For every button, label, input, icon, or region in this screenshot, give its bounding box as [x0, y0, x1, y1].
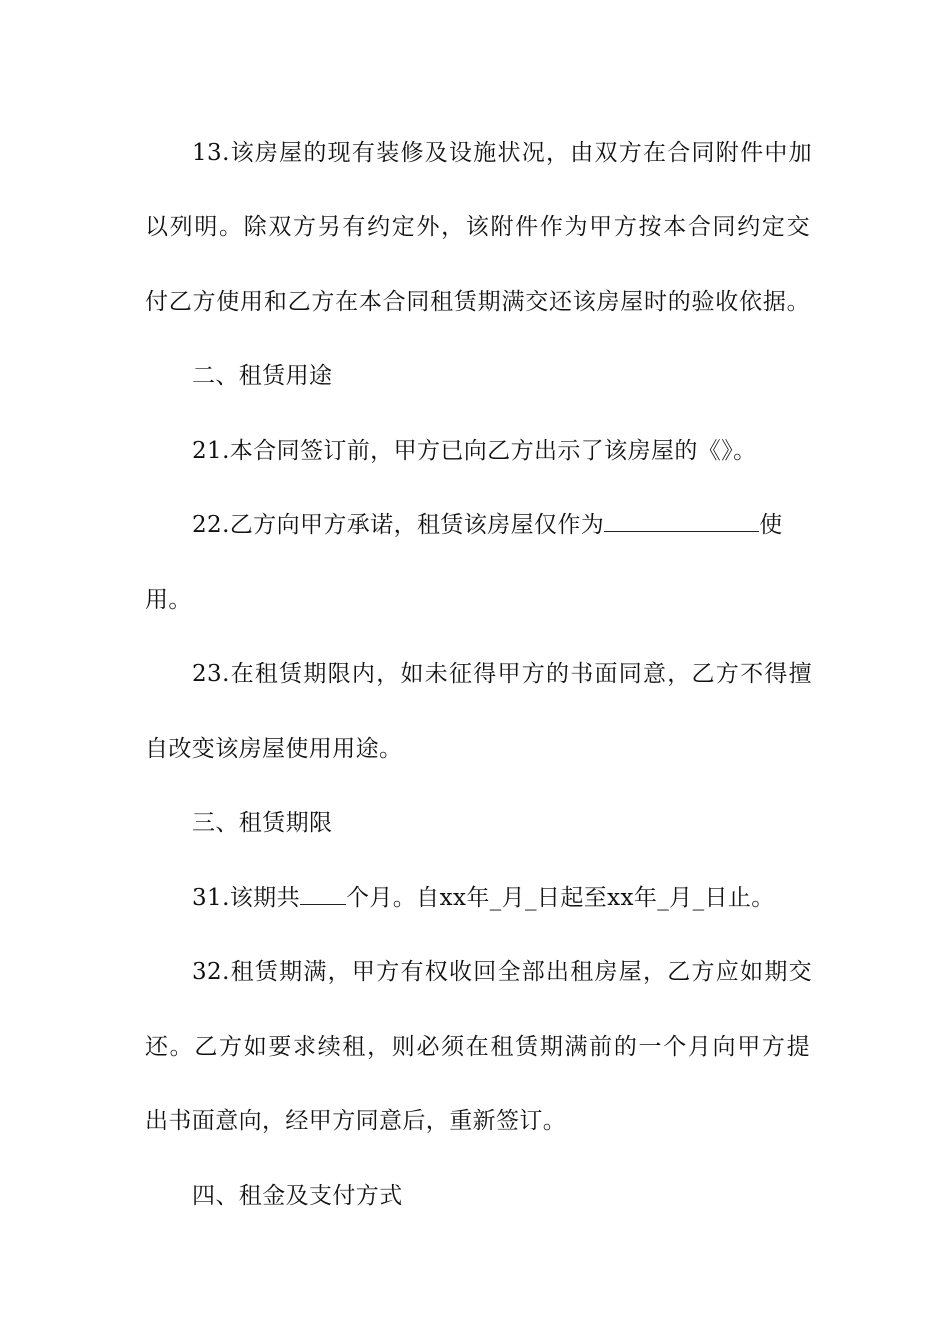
- clause-21: 21.本合同签订前，甲方已向乙方出示了该房屋的《》。: [192, 438, 757, 464]
- clause-13-line-1: 13.该房屋的现有装修及设施状况，由双方在合同附件中加: [192, 140, 812, 166]
- section-heading-3: 三、租赁期限: [192, 810, 333, 836]
- clause-23-line-1: 23.在租赁期限内，如未征得甲方的书面同意，乙方不得擅: [192, 661, 812, 687]
- clause-13-line-2: 以列明。除双方另有约定外，该附件作为甲方按本合同约定交: [145, 214, 810, 240]
- blank-field-months: [300, 882, 346, 905]
- clause-31: [192, 878, 812, 918]
- blank-field-usage: [604, 509, 759, 532]
- clause-22-line-2: 用。: [145, 587, 192, 613]
- clause-22-line-1: [192, 505, 812, 545]
- clause-22-tail: 使: [759, 512, 783, 538]
- section-heading-4: 四、租金及支付方式: [192, 1183, 403, 1209]
- clause-32-line-1: 32.租赁期满，甲方有权收回全部出租房屋，乙方应如期交: [192, 959, 812, 985]
- clause-32-line-2: 还。乙方如要求续租，则必须在租赁期满前的一个月向甲方提: [145, 1034, 810, 1060]
- clause-31-text: 31.该期共: [192, 885, 300, 911]
- section-heading-2: 二、租赁用途: [192, 363, 333, 389]
- clause-31-tail: 个月。自xx年_月_日起至xx年_月_日止。: [345, 885, 775, 911]
- clause-13-line-3: 付乙方使用和乙方在本合同租赁期满交还该房屋时的验收依据。: [145, 289, 810, 315]
- clause-23-line-2: 自改变该房屋使用用途。: [145, 736, 403, 762]
- clause-32-line-3: 出书面意向，经甲方同意后，重新签订。: [145, 1108, 567, 1134]
- clause-22-text: 22.乙方向甲方承诺，租赁该房屋仅作为: [192, 512, 605, 538]
